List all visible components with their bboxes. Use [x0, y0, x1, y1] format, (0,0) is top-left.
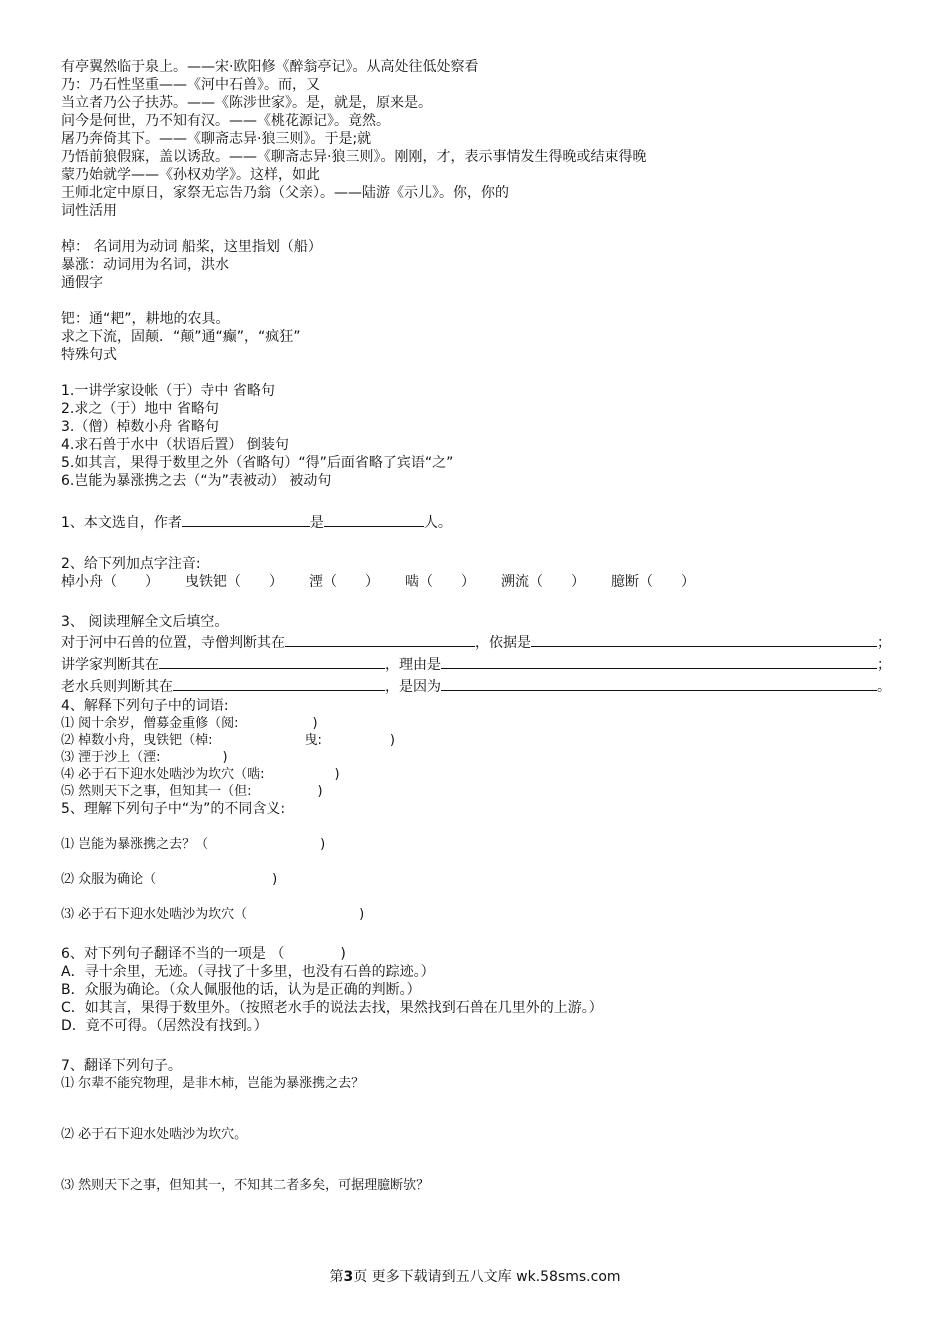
note-line: 暴涨：动词用为名词，洪水 — [61, 257, 229, 273]
cixing-section — [61, 238, 891, 292]
note-line: 乃悟前狼假寐，盖以诱敌。——《聊斋志异·狼三则》。刚刚，才，表示事情发生得晚或结束得晚 — [61, 149, 647, 165]
answer-blank[interactable] — [285, 631, 475, 647]
option-c[interactable]: C．如其言，果得于数里外。（按照老水手的说法去找，果然找到石兽在几里外的上游。） — [61, 1000, 603, 1016]
note-line: 王师北定中原日，家祭无忘告乃翁（父亲）。——陆游《示儿》。你，你的 — [61, 185, 509, 201]
sentence-list — [61, 382, 891, 490]
question-title: 6、对下列句子翻译不当的一项是 （ ) — [61, 946, 346, 962]
q3-row: 讲学家判断其在 ，理由是 ； — [61, 653, 891, 675]
q3-row: 老水兵则判断其在 ，是因为 。 — [61, 675, 891, 697]
question-title: 2、给下列加点字注音: — [61, 556, 201, 572]
question-2 — [61, 555, 891, 591]
answer-blank[interactable] — [441, 653, 877, 669]
pinyin-items — [61, 573, 891, 591]
answer-blank[interactable] — [324, 512, 424, 527]
pinyin-item: 臆断（ ） — [611, 574, 695, 590]
question-6 — [61, 945, 891, 1035]
note-line: 乃：乃石性坚重——《河中石兽》。而，又 — [61, 77, 320, 93]
tongjia-section — [61, 310, 891, 364]
pinyin-item: 曳铁钯（ ） — [185, 574, 283, 590]
question-7 — [61, 1057, 891, 1194]
note-line: 求之下流，固颠．“颠”通“癫”，“疯狂” — [61, 329, 301, 345]
list-item: 4.求石兽于水中（状语后置） 倒装句 — [61, 437, 289, 453]
list-item: 5.如其言，果得于数里之外（省略句）“得”后面省略了宾语“之” — [61, 455, 454, 471]
answer-blank[interactable] — [173, 675, 385, 691]
list-item: ⑸ 然则天下之事，但知其一（但: ) — [61, 784, 323, 799]
document-page — [61, 58, 891, 1194]
list-item: ⑷ 必于石下迎水处啮沙为坎穴（啮: ) — [61, 767, 340, 782]
question-3 — [61, 613, 891, 697]
note-line: 钯：通“耙”，耕地的农具。 — [61, 311, 230, 327]
option-b[interactable]: B．众服为确论。（众人佩服他的话，认为是正确的判断。） — [61, 982, 421, 998]
list-item: 6.岂能为暴涨携之去（“为”表被动） 被动句 — [61, 473, 332, 489]
list-item: ⑵ 棹数小舟，曳铁钯（棹: 曳: ) — [61, 733, 395, 748]
list-item: ⑶ 然则天下之事，但知其一，不知其二者多矣，可据理臆断欤？ — [61, 1178, 430, 1193]
note-line: 棹： 名词用为动词 船桨，这里指划（船） — [61, 239, 322, 255]
question-5 — [61, 800, 891, 923]
page-number: 3 — [343, 1269, 354, 1285]
question-title: 7、翻译下列句子。 — [61, 1058, 182, 1074]
question-title: 4、解释下列句子中的词语: — [61, 698, 229, 714]
answer-blank[interactable] — [531, 631, 877, 647]
section-heading: 特殊句式 — [61, 347, 117, 363]
section-heading: 通假字 — [61, 275, 103, 291]
list-item: 2.求之（于）地中 省略句 — [61, 401, 219, 417]
option-d[interactable]: D．竟不可得。（居然没有找到。） — [61, 1018, 268, 1034]
pinyin-item: 溯流（ ） — [501, 574, 585, 590]
note-line: 屠乃奔倚其下。——《聊斋志异·狼三则》。于是;就 — [61, 131, 372, 147]
list-item: ⑵ 必于石下迎水处啮沙为坎穴。 — [61, 1127, 248, 1142]
pinyin-item: 棹小舟（ ） — [61, 574, 159, 590]
pinyin-item: 湮（ ） — [309, 574, 379, 590]
section-heading: 词性活用 — [61, 203, 117, 219]
question-4 — [61, 697, 891, 800]
page-footer: 第3页 更多下载请到五八文库 wk.58sms.com — [329, 1269, 621, 1285]
list-item: ⑶ 湮于沙上（湮: ) — [61, 750, 228, 765]
list-item: 3.（僧）棹数小舟 省略句 — [61, 419, 219, 435]
question-title: 3、 阅读理解全文后填空。 — [61, 614, 229, 630]
answer-blank[interactable] — [159, 653, 385, 669]
q3-row: 对于河中石兽的位置，寺僧判断其在 ，依据是 ； — [61, 631, 891, 653]
answer-blank[interactable] — [441, 675, 877, 691]
list-item: ⑴ 岂能为暴涨携之去？（ ) — [61, 837, 326, 852]
notes-section — [61, 58, 891, 220]
option-a[interactable]: A．寻十余里，无迹。（寻找了十多里，也没有石兽的踪迹。） — [61, 964, 435, 980]
note-line: 问今是何世，乃不知有汉。——《桃花源记》。竟然。 — [61, 113, 390, 129]
pinyin-item: 啮（ ） — [405, 574, 475, 590]
answer-blank[interactable] — [182, 512, 310, 527]
list-item: ⑴ 尔辈不能究物理，是非木柿，岂能为暴涨携之去？ — [61, 1076, 365, 1091]
list-item: ⑴ 阅十余岁，僧募金重修（阅: ) — [61, 716, 318, 731]
note-line: 有亭翼然临于泉上。——宋·欧阳修《醉翁亭记》。从高处往低处察看 — [61, 59, 479, 75]
list-item: ⑵ 众服为确论（ ) — [61, 872, 278, 887]
list-item: ⑶ 必于石下迎水处啮沙为坎穴（ ) — [61, 907, 365, 922]
note-line: 当立者乃公子扶苏。——《陈涉世家》。是，就是，原来是。 — [61, 95, 432, 111]
question-title: 5、理解下列句子中“为”的不同含义: — [61, 801, 286, 817]
question-1: 1、本文选自，作者 是 人。 — [61, 512, 891, 533]
note-line: 蒙乃始就学——《孙权劝学》。这样，如此 — [61, 167, 320, 183]
list-item: 1.一讲学家设帐（于）寺中 省略句 — [61, 383, 275, 399]
